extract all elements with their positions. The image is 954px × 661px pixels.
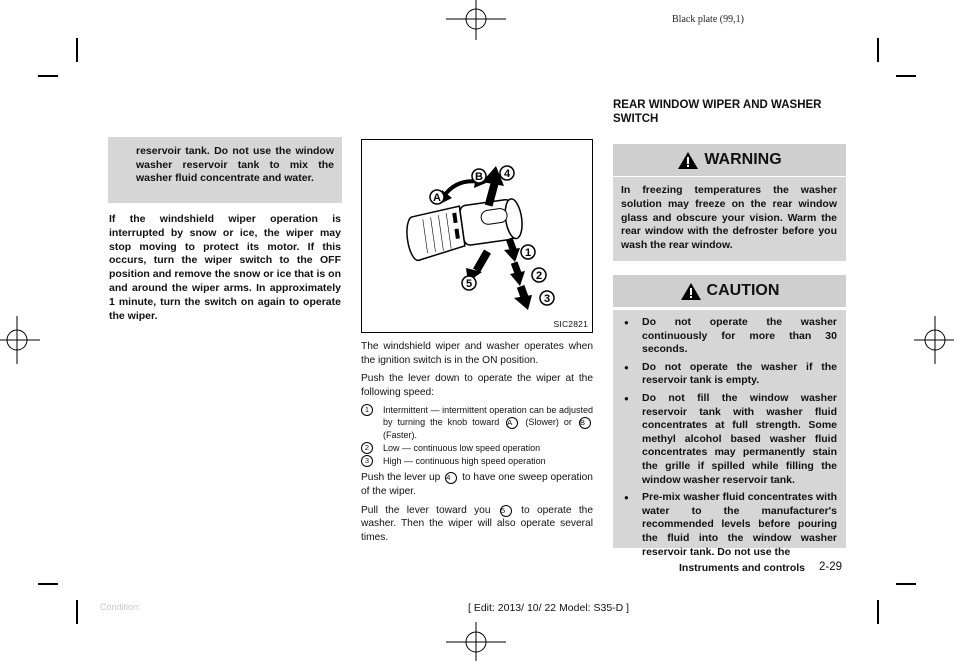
paragraph-ignition: The windshield wiper and washer operates when the ignition switch is in the ON position. [361,341,593,366]
callout-1-label: 1 [524,247,532,259]
caution-list [613,310,846,559]
list-item [621,491,837,559]
caution-item: Do not operate the washer continuously for more than 30 seconds. [642,316,837,356]
callout-b-label: B [475,171,483,183]
caution-item: Pre-mix washer fluid concentrates with water to the manufacturer's recommended levels before pouring the fluid into the window washer reservoir tank. Do not use the [642,491,837,558]
item-text: High — continuous high speed operation [383,456,546,467]
trim-mark [38,583,58,585]
wiper-operation-text [361,340,593,549]
ref-b: B [579,417,591,429]
trim-mark [76,600,78,624]
bullet-icon: ● [624,362,629,372]
warning-text: In freezing temperatures the washer solution may freeze on the rear window glass and obscure your vision. Warm the rear window with the defroster before you wash the rear window. [621,184,837,252]
text: Push the lever up [361,472,441,484]
list-item [361,404,593,441]
bullet-icon: ● [624,318,629,327]
text: to operate the washer. Then the wiper will also operate several times. [361,504,593,543]
item-number-1: 1 [361,404,373,416]
continued-caution-text: reservoir tank. Do not use the window washer reservoir tank to mix the washer fluid concentrate and water. [136,145,334,185]
item-text: Intermittent — intermittent operation can be adjusted by turning the knob toward [383,405,593,428]
caution-item: Do not operate the washer if the reservoir tank is empty. [642,360,837,387]
registration-mark-top [446,0,506,40]
footer-section-title: Instruments and controls [679,562,806,574]
paragraph-push-down: Push the lever down to operate the wiper at the following speed: [361,373,593,398]
page-number: 2-29 [819,561,843,573]
callout-3-label: 3 [543,293,551,305]
warning-triangle-icon [677,151,699,170]
text: Pull the lever toward you [361,504,491,516]
speed-list [361,404,593,467]
plate-label: Black plate (99,1) [672,14,744,25]
trim-mark [38,75,58,77]
warning-box [613,177,846,261]
list-item [621,316,837,357]
item-number-3: 3 [361,455,373,467]
ref-5: 5 [500,505,512,517]
caution-item: Do not fill the window washer reservoir tank with washer fluid concentrates at full strength. Some methyl alcohol based washer fluid concentrates may permanently stain the grille if spilled while filling the window washer reservoir tank. [642,391,837,486]
caution-triangle-icon [680,282,702,301]
callout-2-label: 2 [535,270,543,282]
item-text: (Slower) or [525,417,572,428]
item-number-2: 2 [361,442,373,454]
registration-mark-right [914,310,954,370]
list-item [621,361,837,388]
list-item [361,442,593,454]
ref-4: 4 [445,472,457,484]
trim-mark [896,583,916,585]
paragraph-pull [361,504,593,545]
caution-banner [613,275,846,307]
paragraph-push-up [361,471,593,498]
item-text: Low — continuous low speed operation [383,443,541,454]
wiper-interruption-note: If the windshield wiper operation is interrupted by snow or ice, the wiper may stop moving to protect its motor. If this occurs, turn the wiper switch to the OFF position and remove the snow or ice that is on and around the wiper arms. In approximately 1 minute, turn the switch on again to operate the wiper. [109,213,341,322]
callout-5-label: 5 [465,278,473,290]
callout-4-label: 4 [503,168,511,180]
list-item [621,392,837,487]
caution-label: CAUTION [706,282,780,299]
section-heading: REAR WINDOW WIPER AND WASHER SWITCH [613,99,822,125]
footer-condition: Condition: [100,602,141,612]
bullet-icon: ● [624,393,629,403]
registration-mark-left [0,310,40,370]
trim-mark [896,75,916,77]
continued-caution-box [108,137,342,203]
ref-a: A [506,417,518,429]
trim-mark [877,600,879,624]
callout-a-label: A [433,192,441,204]
wiper-switch-figure [361,139,593,333]
bullet-icon: ● [624,493,629,503]
list-item [361,455,593,467]
trim-mark [76,38,78,62]
footer-edit-info: [ Edit: 2013/ 10/ 22 Model: S35-D ] [468,602,630,614]
caution-box [613,310,846,558]
warning-banner [613,144,846,176]
wiper-lever-illustration [362,140,592,332]
registration-mark-bottom [446,622,506,661]
trim-mark [877,38,879,62]
item-text: (Faster). [383,430,418,441]
figure-code: SIC2821 [553,319,588,329]
text: to have one sweep operation of the wiper. [361,472,593,497]
warning-label: WARNING [704,151,782,168]
